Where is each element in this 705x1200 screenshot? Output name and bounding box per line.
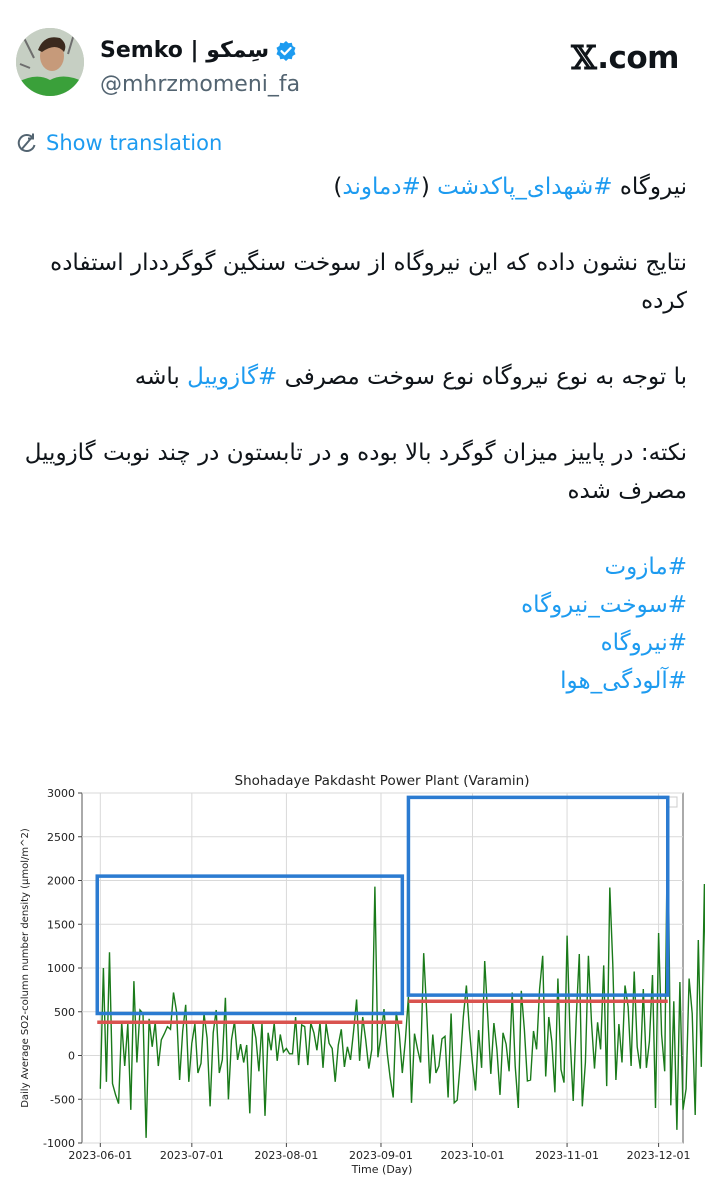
y-tick-label: -500: [50, 1093, 75, 1107]
tweet-paragraph-2: نتایج نشون داده که این نیروگاه از سوخت سنگین گوگرددار استفاده کرده: [50, 250, 687, 314]
x-logo[interactable]: [571, 38, 679, 77]
show-translation-link[interactable]: [16, 131, 222, 155]
tweet-text: [17, 168, 687, 700]
avatar-image: [16, 28, 84, 96]
x-axis-label: Time (Day): [351, 1163, 413, 1176]
y-tick-label: 2500: [47, 830, 75, 844]
hashtag-link[interactable]: #سوخت_نیروگاه: [521, 592, 687, 618]
so2-chart: [0, 765, 705, 1185]
chart-title: Shohadaye Pakdasht Power Plant (Varamin): [234, 773, 530, 789]
y-tick-label: 2000: [47, 874, 75, 888]
x-tick-label: 2023-07-01: [159, 1149, 224, 1162]
y-tick-label: 500: [54, 1005, 75, 1019]
x-tick-label: 2023-11-01: [535, 1149, 600, 1162]
x-brand-icon: 𝕏: [571, 38, 597, 77]
y-tick-label: 1000: [47, 962, 75, 975]
author-handle[interactable]: @mhrzmomeni_fa: [100, 72, 301, 97]
y-axis-label: Daily Average SO2-column number density (µmol/m^2): [20, 828, 31, 1108]
hashtag-link[interactable]: #آلودگی_هوا: [560, 668, 687, 694]
author-name[interactable]: Semko | سِمکو: [100, 38, 270, 63]
tweet-text-segment: (: [420, 174, 438, 200]
tweet-paragraph-3: [17, 358, 687, 396]
hashtag-link[interactable]: #شهدای_پاکدشت: [437, 174, 613, 200]
y-tick-label: 3000: [47, 787, 75, 800]
tweet-header: [0, 0, 705, 120]
author-name-row: [100, 38, 297, 63]
tweet-text-segment: ): [333, 174, 343, 200]
tweet-line-1: [17, 168, 687, 206]
y-tick-label: -1000: [43, 1137, 75, 1150]
translate-icon: [16, 132, 38, 154]
y-tick-label: 0: [68, 1049, 75, 1063]
tweet-text-segment: نیروگاه: [612, 174, 687, 200]
x-tick-label: 2023-09-01: [349, 1149, 413, 1162]
tweet-text-segment: با توجه به نوع نیروگاه نوع سوخت مصرفی: [277, 364, 687, 390]
y-tick-label: 1500: [47, 918, 75, 932]
y-axis: [43, 787, 82, 1150]
avatar[interactable]: [16, 28, 84, 96]
verified-badge-icon: [275, 40, 297, 62]
hashtag-link[interactable]: #مازوت: [604, 554, 687, 580]
x-tick-label: 2023-12-01: [626, 1149, 691, 1162]
x-tick-label: 2023-08-01: [254, 1149, 319, 1162]
show-translation-label: Show translation: [46, 131, 223, 155]
x-tick-label: 2023-06-01: [68, 1149, 133, 1162]
hashtag-link[interactable]: #نیروگاه: [600, 630, 687, 656]
hashtag-link[interactable]: #دماوند: [342, 174, 421, 200]
x-axis: [68, 1143, 690, 1162]
tweet-paragraph-4: نکته: در پاییز میزان گوگرد بالا بوده و در تابستون در چند نوبت گازوییل مصرف شده: [24, 440, 687, 504]
hashtag-link[interactable]: #گازوییل: [187, 364, 278, 390]
x-tick-label: 2023-10-01: [440, 1149, 505, 1162]
tweet-text-segment: باشه: [134, 364, 188, 390]
x-logo-text: .com: [597, 39, 679, 76]
